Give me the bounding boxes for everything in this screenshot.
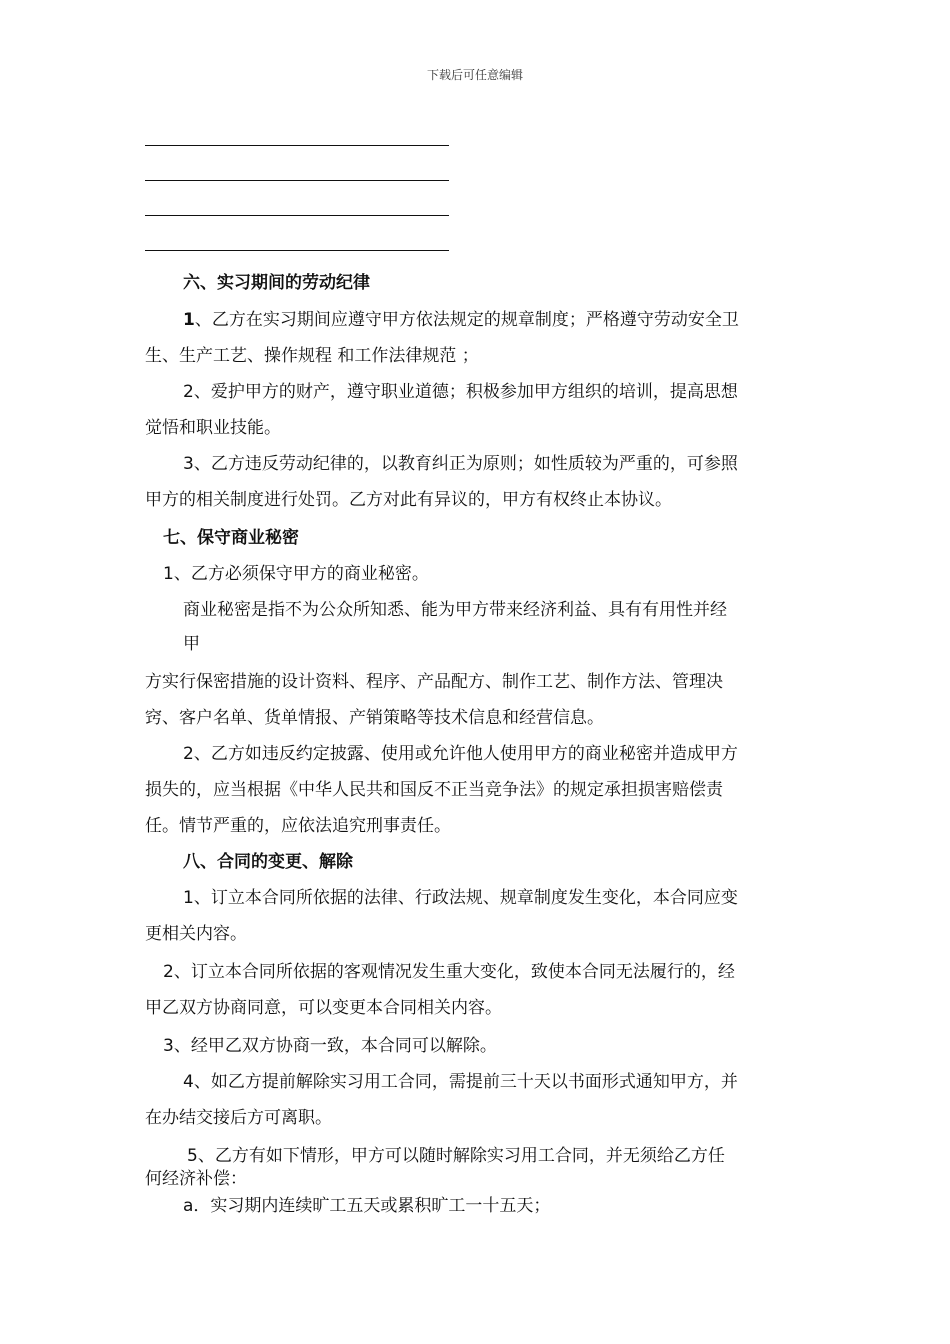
s8-p4-line1: 4、如乙方提前解除实习用工合同，需提前三十天以书面形式通知甲方，并 [183,1072,738,1092]
s8-p1-line2: 更相关内容。 [145,924,247,944]
s7-p2-line2: 损失的，应当根据《中华人民共和国反不正当竞争法》的规定承担损害赔偿责 [145,780,723,800]
s6-p1-text: 、乙方在实习期间应遵守甲方依法规定的规章制度；严格遵守劳动安全卫 [194,310,739,330]
section-7-title: 七、保守商业秘密 [163,528,299,548]
s6-p1-line1 [183,309,739,331]
s8-p2-line1: 2、订立本合同所依据的客观情况发生重大变化，致使本合同无法履行的，经 [163,962,735,982]
blank-line-1 [145,145,449,146]
s7-p2-line3: 任。情节严重的，应依法追究刑事责任。 [145,816,451,836]
s6-p2-line2: 觉悟和职业技能。 [145,418,281,438]
s7-p1-line1: 1、乙方必须保守甲方的商业秘密。 [163,564,429,584]
blank-line-2 [145,180,449,181]
s7-def-line3: 方实行保密措施的设计资料、程序、产品配方、制作工艺、制作方法、管理决 [145,672,723,692]
s7-def-line4: 窍、客户名单、货单情报、产销策略等技术信息和经营信息。 [145,708,604,728]
s7-def-line2: 甲 [183,634,200,654]
section-6-title: 六、实习期间的劳动纪律 [183,273,370,293]
s8-p1-line1: 1、订立本合同所依据的法律、行政法规、规章制度发生变化，本合同应变 [183,888,738,908]
s6-p1-line2: 生、生产工艺、操作规程 和工作法律规范 ； [145,346,479,366]
blank-line-4 [145,250,449,251]
blank-line-3 [145,215,449,216]
page-header: 下载后可任意编辑 [426,68,523,82]
s6-p1-number: 1 [183,310,195,330]
s8-p5-line1: 5、乙方有如下情形，甲方可以随时解除实习用工合同，并无须给乙方任 [187,1146,725,1166]
s8-pa-line1: a．实习期内连续旷工五天或累积旷工一十五天； [183,1196,551,1216]
s8-p5-line2: 何经济补偿： [145,1169,247,1189]
s8-p2-line2: 甲乙双方协商同意，可以变更本合同相关内容。 [145,998,502,1018]
s8-p4-line2: 在办结交接后方可离职。 [145,1108,332,1128]
s6-p3-line2: 甲方的相关制度进行处罚。乙方对此有异议的，甲方有权终止本协议。 [145,490,672,510]
s6-p3-line1: 3、乙方违反劳动纪律的，以教育纠正为原则；如性质较为严重的，可参照 [183,454,738,474]
s6-p2-line1: 2、爱护甲方的财产，遵守职业道德；积极参加甲方组织的培训，提高思想 [183,382,738,402]
s7-def-line1: 商业秘密是指不为公众所知悉、能为甲方带来经济利益、具有有用性并经 [183,600,727,620]
s7-p2-line1: 2、乙方如违反约定披露、使用或允许他人使用甲方的商业秘密并造成甲方 [183,744,738,764]
s8-p3-line1: 3、经甲乙双方协商一致，本合同可以解除。 [163,1036,497,1056]
section-8-title: 八、合同的变更、解除 [183,852,353,872]
